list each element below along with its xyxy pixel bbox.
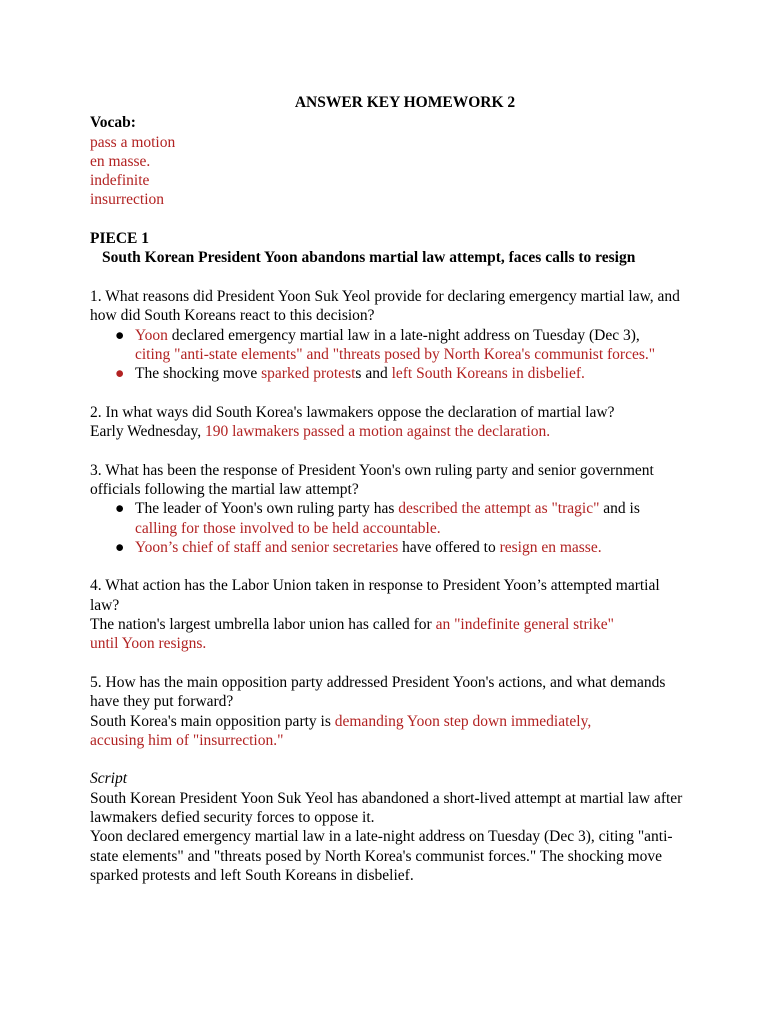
answer-text: South Korea's main opposition party is — [90, 712, 335, 730]
answer-text: declared emergency martial law in a late-night address on Tuesday (Dec 3), — [167, 326, 640, 344]
answer-5 — [90, 712, 690, 751]
list-item — [90, 499, 690, 538]
answer-text: and is — [599, 500, 640, 518]
bullet-icon: ● — [115, 538, 125, 556]
bullet-icon: ● — [115, 326, 125, 344]
vocab-item: en masse. — [90, 152, 151, 170]
answer-text: citing "anti-state elements" and "threats posed by North Korea's communist forces." — [135, 345, 656, 363]
answer-text: resign en masse. — [499, 538, 602, 556]
question-3: 3. What has been the response of President Yoon's own ruling party and senior government officials following the martial law attempt? — [90, 461, 654, 498]
answer-1-list — [90, 326, 690, 384]
answer-text: The nation's largest umbrella labor union has called for — [90, 616, 436, 634]
answer-text: have offered to — [398, 538, 500, 556]
script-paragraph-2: Yoon declared emergency martial law in a late-night address on Tuesday (Dec 3), citing "anti-state elements" and "threats posed by North Korea's communist forces." The shocking move sparked protests and left South Koreans in disbelief. — [90, 828, 673, 884]
question-5: 5. How has the main opposition party addressed President Yoon's actions, and what demands have they put forward? — [90, 673, 666, 711]
vocab-item: indefinite — [90, 172, 150, 190]
piece-label: PIECE 1 — [90, 230, 149, 248]
vocab-list — [90, 133, 690, 210]
script-paragraph-1: South Korean President Yoon Suk Yeol has abandoned a short-lived attempt at martial law after lawmakers defied security forces to oppose it. — [90, 789, 683, 826]
answer-text: Early Wednesday, — [90, 423, 205, 441]
answer-text: Yoon — [135, 326, 168, 344]
bullet-icon: ● — [115, 500, 125, 518]
answer-text: accusing him of "insurrection." — [90, 731, 284, 749]
list-item — [90, 538, 690, 557]
question-2: 2. In what ways did South Korea's lawmakers oppose the declaration of martial law? — [90, 403, 615, 421]
vocab-item: insurrection — [90, 191, 165, 209]
answer-text: until Yoon resigns. — [90, 635, 207, 653]
answer-text: The leader of Yoon's own ruling party has — [135, 500, 399, 518]
list-item — [90, 364, 690, 383]
document-content — [90, 93, 690, 885]
answer-text: The shocking move — [135, 365, 262, 383]
answer-text: demanding Yoon step down immediately, — [334, 712, 592, 730]
answer-text: calling for those involved to be held accountable. — [135, 519, 441, 537]
answer-2 — [90, 422, 690, 441]
answer-4 — [90, 615, 690, 654]
question-4: 4. What action has the Labor Union taken in response to President Yoon’s attempted martial law? — [90, 577, 660, 614]
vocab-item: pass a motion — [90, 133, 176, 151]
article-headline: South Korean President Yoon abandons martial law attempt, faces calls to resign — [102, 249, 636, 267]
answer-text: sparked protest — [261, 365, 356, 383]
vocab-label: Vocab: — [90, 114, 136, 132]
answer-text: s and — [355, 365, 392, 383]
document-title: ANSWER KEY HOMEWORK 2 — [294, 94, 516, 111]
answer-text: left South Koreans in disbelief. — [391, 365, 585, 383]
answer-text: an "indefinite general strike" — [435, 616, 614, 634]
answer-3-list — [90, 499, 690, 557]
bullet-icon: ● — [115, 365, 125, 383]
answer-text: Yoon’s chief of staff and senior secretaries — [135, 538, 399, 556]
answer-text: 190 lawmakers passed a motion against the declaration. — [204, 423, 551, 441]
answer-text: described the attempt as "tragic" — [398, 500, 600, 518]
question-1: 1. What reasons did President Yoon Suk Yeol provide for declaring emergency martial law, and how did South Koreans react to this decision? — [90, 287, 680, 325]
script-label: Script — [90, 770, 128, 788]
list-item — [90, 326, 690, 365]
